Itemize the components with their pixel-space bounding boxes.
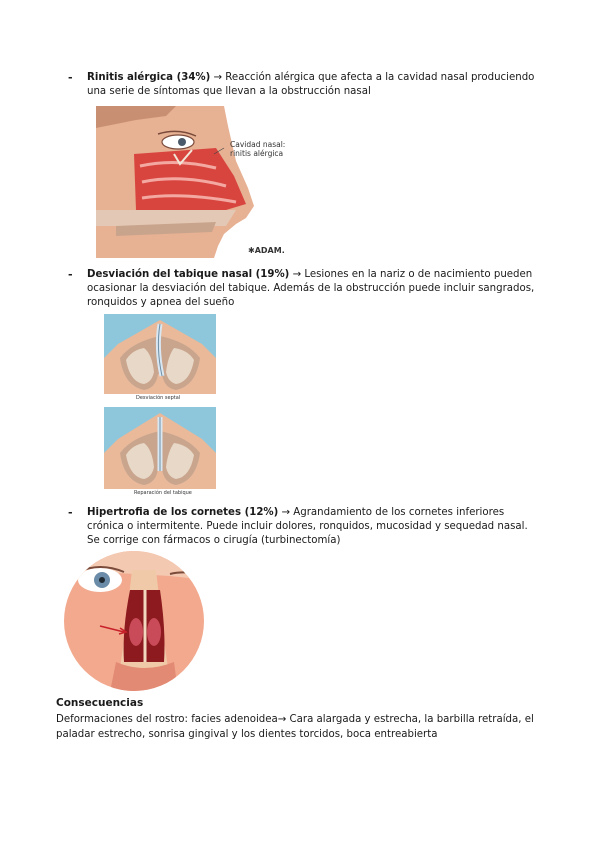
figure-rinitis-alergica xyxy=(96,106,318,258)
item-text xyxy=(87,268,537,310)
figure-septum-deviated xyxy=(104,314,216,402)
repaired-septum-illustration xyxy=(104,407,216,497)
figure-septum-repaired xyxy=(104,407,216,497)
turbinate-hypertrophy-illustration xyxy=(60,550,208,692)
figure-cornetes xyxy=(60,550,208,692)
item-text xyxy=(87,71,537,99)
figure-caption: Reparación del tabique xyxy=(134,490,192,496)
figure-label: Cavidad nasal: rinitis alérgica xyxy=(230,140,286,158)
figure-caption: Desviación septal xyxy=(136,395,181,401)
consequences-paragraph: Deformaciones del rostro: facies adenoidea→ Cara alargada y estrecha, la barbilla retraída, el paladar estrecho, sonrisa gingival y los dientes torcidos, boca entreabierta xyxy=(56,714,534,740)
bullet-dash: - xyxy=(68,506,73,519)
nasal-cavity-illustration xyxy=(96,106,318,258)
bullet-dash: - xyxy=(68,268,73,281)
deviated-septum-illustration xyxy=(104,314,216,402)
item-term: Hipertrofia de los cornetes (12%) xyxy=(87,507,279,518)
adam-logo: ✱ADAM. xyxy=(248,246,285,255)
item-term: Desviación del tabique nasal (19%) xyxy=(87,269,290,280)
section-heading-consecuencias: Consecuencias xyxy=(56,697,144,709)
item-description: → Lesiones en la nariz o de nacimiento pueden ocasionar la desviación del tabique. Además de la obstrucción puede incluir sangrados, ronquidos y apnea del sueño xyxy=(87,269,535,308)
item-description: → Agrandamiento de los cornetes inferiores crónica o intermitente. Puede incluir dolores, ronquidos, mucosidad y sequedad nasal. Se corrige con fármacos o cirugía (turbinectomía) xyxy=(87,507,528,546)
bullet-dash: - xyxy=(68,71,73,84)
item-description: → Reacción alérgica que afecta a la cavidad nasal produciendo una serie de síntomas que llevan a la obstrucción nasal xyxy=(87,72,535,97)
item-text xyxy=(87,506,537,548)
item-term: Rinitis alérgica (34%) xyxy=(87,72,211,83)
